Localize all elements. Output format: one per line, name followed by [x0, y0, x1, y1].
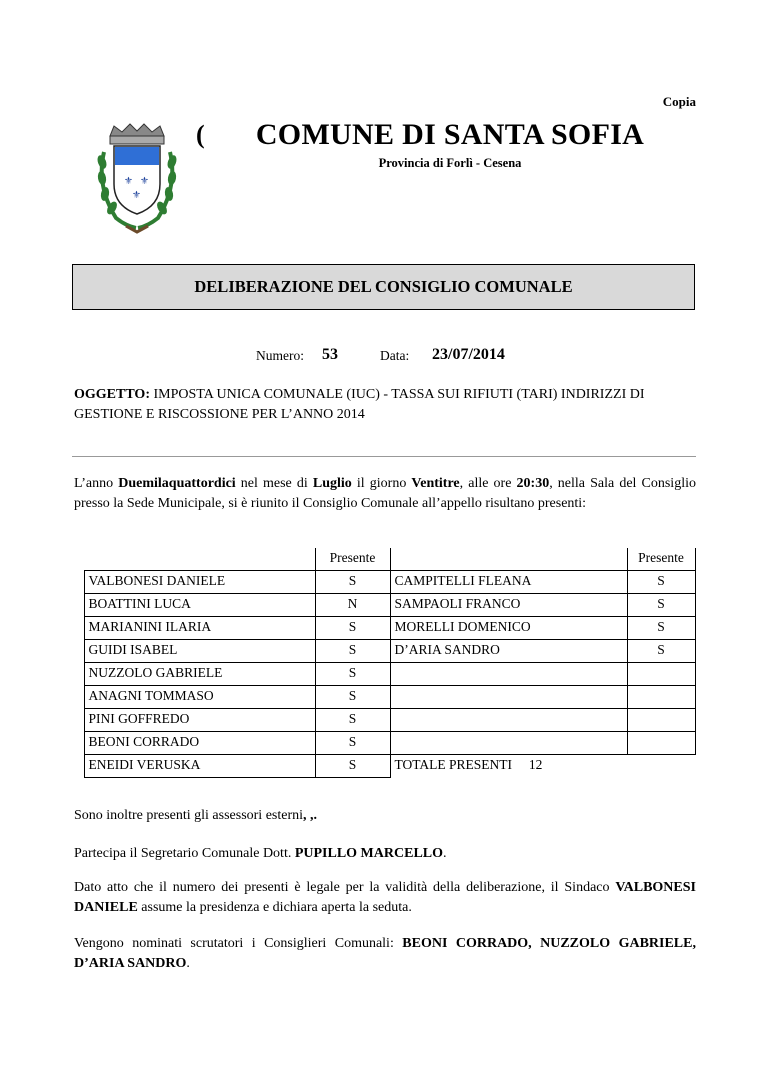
presence-value: S: [627, 594, 695, 617]
subject-text: IMPOSTA UNICA COMUNALE (IUC) - TASSA SUI RIFIUTI (TARI) INDIRIZZI DI GESTIONE E RISCOSSIONE PER L’ANNO 2014: [74, 387, 645, 422]
councillor-name: NUZZOLO GABRIELE: [84, 663, 315, 686]
intro-month: Luglio: [312, 476, 352, 491]
presence-value: S: [315, 571, 390, 594]
presence-value: S: [315, 709, 390, 732]
presence-value: S: [315, 755, 390, 778]
subject-label: OGGETTO:: [74, 387, 150, 402]
presence-value: S: [315, 640, 390, 663]
secretary-text: Partecipa il Segretario Comunale Dott.: [74, 846, 295, 861]
presence-value: [627, 663, 695, 686]
province-name: Provincia di Forlì - Cesena: [378, 156, 522, 170]
intro-time: 20:30: [516, 476, 550, 491]
table-row: [72, 640, 695, 663]
presence-value: [627, 732, 695, 755]
copy-label: Copia: [662, 94, 696, 109]
scrutineers-names: BEONI CORRADO, NUZZOLO GABRIELE, D’ARIA SANDRO: [74, 936, 696, 971]
table-header-row: [72, 548, 695, 571]
councillor-name: BOATTINI LUCA: [84, 594, 315, 617]
councillor-name: D’ARIA SANDRO: [390, 640, 627, 663]
presence-value: S: [627, 617, 695, 640]
intro-text: nel mese di: [235, 476, 313, 491]
presence-value: S: [627, 640, 695, 663]
councillor-name: SAMPAOLI FRANCO: [390, 594, 627, 617]
councillor-name: CAMPITELLI FLEANA: [390, 571, 627, 594]
assessori-paragraph: [74, 806, 696, 826]
table-row: [72, 709, 695, 732]
scrutineers-end: .: [186, 956, 190, 971]
attendance-table: [72, 548, 696, 778]
councillor-name: MORELLI DOMENICO: [390, 617, 627, 640]
presence-value: [627, 709, 695, 732]
presence-value: N: [315, 594, 390, 617]
data-label: Data:: [380, 348, 410, 363]
secretary-name: PUPILLO MARCELLO: [294, 846, 444, 861]
intro-text: il giorno: [351, 476, 412, 491]
quorum-text: Dato atto che il numero dei presenti è legale per la validità della deliberazione, il Sindaco: [74, 880, 616, 895]
mayor-name: VALBONESI DANIELE: [74, 880, 696, 915]
numero-value: 53: [322, 346, 338, 363]
intro-text: L’anno: [74, 476, 119, 491]
table-row: [72, 755, 695, 778]
table-row: [72, 732, 695, 755]
municipality-name: COMUNE DI SANTA SOFIA: [255, 118, 645, 151]
quorum-end: assume la presidenza e dichiara aperta la seduta.: [137, 900, 412, 915]
separator-line: [72, 456, 696, 457]
total-present: [390, 755, 695, 778]
presente-header-left: Presente: [315, 548, 390, 571]
councillor-name: ENEIDI VERUSKA: [84, 755, 315, 778]
scrutineers-paragraph: [74, 934, 696, 974]
table-row: [72, 617, 695, 640]
secretary-end: .: [443, 846, 447, 861]
intro-day: Ventitre: [411, 476, 460, 491]
intro-text: , alle ore: [459, 476, 517, 491]
numero-label: Numero:: [256, 348, 304, 363]
table-row: [72, 571, 695, 594]
scrutineers-text: Vengono nominati scrutatori i Consiglieri Comunali:: [74, 936, 403, 951]
councillor-name: MARIANINI ILARIA: [84, 617, 315, 640]
councillor-name: [390, 686, 627, 709]
subject: [74, 385, 696, 425]
intro-text: , nella Sala del Consiglio presso la Sede Municipale, si è riunito il Consiglio Comunale all’appello risultano presenti:: [74, 476, 696, 511]
total-label: TOTALE PRESENTI: [394, 757, 513, 772]
quorum-paragraph: [74, 878, 696, 918]
intro-year: Duemilaquattordici: [118, 476, 236, 491]
presence-value: S: [315, 663, 390, 686]
document-title: DELIBERAZIONE DEL CONSIGLIO COMUNALE: [72, 264, 695, 310]
data-value: 23/07/2014: [432, 346, 505, 363]
svg-text:⚜: ⚜: [140, 176, 149, 187]
table-row: [72, 686, 695, 709]
councillor-name: [390, 709, 627, 732]
svg-text:⚜: ⚜: [124, 176, 133, 187]
total-value: 12: [528, 757, 543, 772]
presente-header-right: Presente: [627, 548, 695, 571]
assessori-text: Sono inoltre presenti gli assessori esterni: [74, 808, 304, 823]
councillor-name: [390, 732, 627, 755]
presence-value: S: [315, 686, 390, 709]
secretary-paragraph: [74, 844, 696, 864]
table-row: [72, 663, 695, 686]
table-row: [72, 594, 695, 617]
councillor-name: VALBONESI DANIELE: [84, 571, 315, 594]
councillor-name: GUIDI ISABEL: [84, 640, 315, 663]
councillor-name: ANAGNI TOMMASO: [84, 686, 315, 709]
presence-value: [627, 686, 695, 709]
councillor-name: BEONI CORRADO: [84, 732, 315, 755]
svg-text:⚜: ⚜: [132, 190, 141, 201]
councillor-name: [390, 663, 627, 686]
presence-value: S: [315, 617, 390, 640]
assessori-names: , ,.: [303, 808, 318, 823]
councillor-name: PINI GOFFREDO: [84, 709, 315, 732]
presence-value: S: [315, 732, 390, 755]
presence-value: S: [627, 571, 695, 594]
intro-paragraph: [74, 474, 696, 514]
stray-character: (: [196, 120, 205, 149]
